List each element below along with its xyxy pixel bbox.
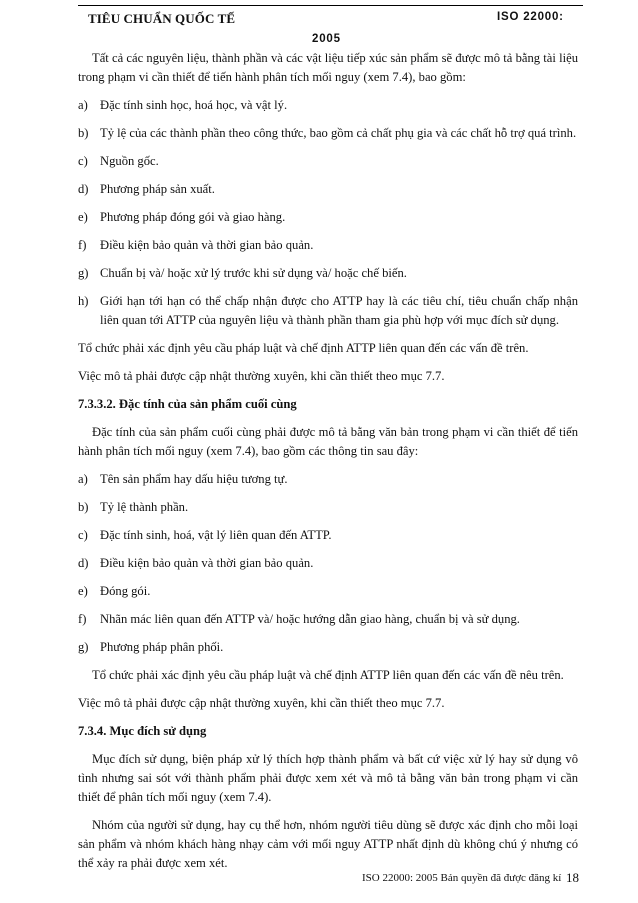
- paragraph: Việc mô tả phải được cập nhật thường xuyên, khi cần thiết theo mục 7.7.: [78, 696, 445, 710]
- header-title: TIÊU CHUẨN QUỐC TẾ: [88, 11, 236, 26]
- paragraph: Mục đích sử dụng, biện pháp xử lý thích hợp thành phẩm và bất cứ việc xử lý hay sử dụng vô tình nhưng sai sót với thành phẩm phải được xem xét và mô tả bằng văn bản trong phạm vi cần thiết để phân tích mối nguy (xem 7.4).: [78, 752, 578, 804]
- list-item: [78, 498, 578, 517]
- list-marker: h): [78, 294, 89, 308]
- list-marker: d): [78, 556, 89, 570]
- list-item: [78, 124, 578, 143]
- product-characteristics-list: [78, 470, 578, 657]
- list-item: [78, 292, 578, 330]
- paragraph: Đặc tính của sản phẩm cuối cùng phải được mô tả bằng văn bản trong phạm vi cần thiết để tiến hành phân tích mối nguy (xem 7.4), bao gồm các thông tin sau đây:: [78, 425, 578, 458]
- list-item-text: Nguồn gốc.: [100, 154, 159, 168]
- list-marker: c): [78, 528, 88, 542]
- ingredient-list: [78, 96, 578, 330]
- list-marker: a): [78, 472, 88, 486]
- list-marker: b): [78, 126, 89, 140]
- list-marker: g): [78, 266, 89, 280]
- list-item-text: Đóng gói.: [100, 584, 151, 598]
- list-marker: b): [78, 500, 89, 514]
- list-item: [78, 152, 578, 171]
- list-item-text: Phương pháp đóng gói và giao hàng.: [100, 210, 286, 224]
- list-item: [78, 264, 578, 283]
- list-item-text: Đặc tính sinh học, hoá học, và vật lý.: [100, 98, 288, 112]
- list-item-text: Nhãn mác liên quan đến ATTP và/ hoặc hướng dẫn giao hàng, chuẩn bị và sử dụng.: [100, 612, 520, 626]
- footer-copyright: ISO 22000: 2005 Bản quyền đã được đăng kí: [362, 872, 562, 884]
- section-heading: 7.3.4. Mục đích sử dụng: [78, 724, 207, 738]
- paragraph: Tổ chức phải xác định yêu cầu pháp luật và chế định ATTP liên quan đến các vấn đề nêu trên.: [92, 668, 564, 682]
- paragraph: Tổ chức phải xác định yêu cầu pháp luật và chế định ATTP liên quan đến các vấn đề trên.: [78, 341, 529, 355]
- list-item-text: Tên sản phẩm hay dấu hiệu tương tự.: [100, 472, 288, 486]
- list-item: [78, 96, 578, 115]
- list-item-text: Điều kiện bảo quản và thời gian bảo quản.: [100, 556, 314, 570]
- page-number: 18: [566, 870, 579, 885]
- list-item: [78, 236, 578, 255]
- list-item: [78, 526, 578, 545]
- list-item-text: Tỷ lệ của các thành phần theo công thức, bao gồm cả chất phụ gia và các chất hỗ trợ quá trình.: [100, 126, 577, 140]
- paragraph: Việc mô tả phải được cập nhật thường xuyên, khi cần thiết theo mục 7.7.: [78, 369, 445, 383]
- header-year: 2005: [312, 33, 341, 45]
- list-item: [78, 638, 578, 657]
- list-item: [78, 470, 578, 489]
- header-standard: ISO 22000:: [497, 11, 564, 23]
- list-item-text: Chuẩn bị và/ hoặc xử lý trước khi sử dụng và/ hoặc chế biến.: [100, 266, 407, 280]
- list-item-text: Phương pháp phân phối.: [100, 640, 224, 654]
- list-item-text: Tỷ lệ thành phần.: [100, 500, 189, 514]
- list-item: [78, 180, 578, 199]
- list-marker: d): [78, 182, 89, 196]
- list-marker: g): [78, 640, 89, 654]
- page-content: [78, 49, 578, 882]
- list-item: [78, 582, 578, 601]
- list-marker: a): [78, 98, 88, 112]
- list-item-text: Điều kiện bảo quản và thời gian bảo quản.: [100, 238, 314, 252]
- list-marker: f): [78, 612, 87, 626]
- list-marker: e): [78, 584, 88, 598]
- list-item-text: Phương pháp sản xuất.: [100, 182, 215, 196]
- paragraph: Tất cả các nguyên liệu, thành phần và các vật liệu tiếp xúc sản phẩm sẽ được mô tả bằng tài liệu trong phạm vi cần thiết để tiến hành phân tích mối nguy (xem 7.4), bao gồm:: [78, 51, 578, 84]
- paragraph: Nhóm của người sử dụng, hay cụ thể hơn, nhóm người tiêu dùng sẽ được xác định cho mỗi loại sản phẩm và nhóm khách hàng nhạy cảm với mối nguy ATTP nhất định dù không chú ý nhưng có thể xảy ra phải được xem xét.: [78, 818, 578, 870]
- header-rule: [78, 5, 583, 6]
- list-marker: f): [78, 238, 87, 252]
- list-marker: c): [78, 154, 88, 168]
- list-item-text: Đặc tính sinh, hoá, vật lý liên quan đến ATTP.: [100, 528, 332, 542]
- section-heading: 7.3.3.2. Đặc tính của sản phẩm cuối cùng: [78, 397, 297, 411]
- list-item: [78, 208, 578, 227]
- list-item: [78, 610, 578, 629]
- list-item: [78, 554, 578, 573]
- list-item-text: Giới hạn tới hạn có thể chấp nhận được cho ATTP hay là các tiêu chí, tiêu chuẩn chấp nhận liên quan tới ATTP của nguyên liệu và thành phần tham gia phù hợp với mục đích sử dụng.: [100, 294, 578, 327]
- list-marker: e): [78, 210, 88, 224]
